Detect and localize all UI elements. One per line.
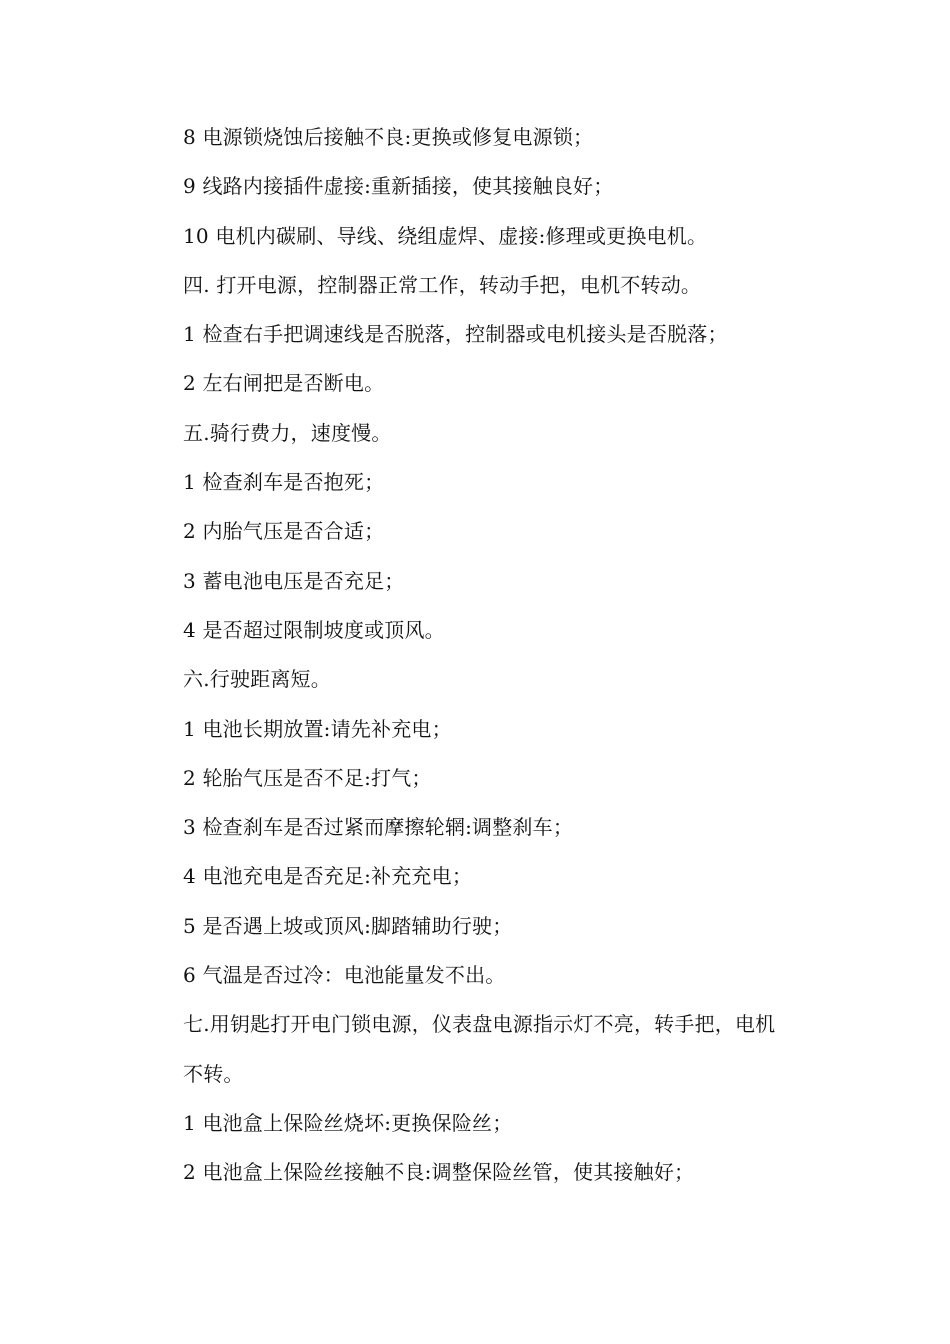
text-line: 3 检查刹车是否过紧而摩擦轮辋:调整刹车； [183, 815, 574, 840]
text-line: 9 线路内接插件虚接:重新插接，使其接触良好； [183, 174, 614, 199]
text-line: 4 是否超过限制坡度或顶风。 [183, 617, 445, 642]
text-line: 10 电机内碳刷、导线、绕组虚焊、虚接:修理或更换电机。 [183, 223, 708, 248]
section-heading-continuation: 不转。 [183, 1061, 244, 1086]
section-heading: 六.行驶距离短。 [183, 667, 331, 692]
text-line: 5 是否遇上坡或顶风:脚踏辅助行驶； [183, 913, 513, 938]
text-line: 1 电池盒上保险丝烧坏:更换保险丝； [183, 1110, 513, 1135]
section-heading: 七.用钥匙打开电门锁电源，仪表盘电源指示灯不亮，转手把，电机 [183, 1012, 776, 1037]
text-line: 2 内胎气压是否合适； [183, 519, 385, 544]
text-line: 1 检查刹车是否抱死； [183, 470, 385, 495]
text-line: 3 蓄电池电压是否充足； [183, 568, 405, 593]
text-line: 1 电池长期放置:请先补充电； [183, 716, 452, 741]
document-body [183, 118, 823, 1203]
text-line: 1 检查右手把调速线是否脱落，控制器或电机接头是否脱落； [183, 322, 728, 347]
section-heading: 四. 打开电源，控制器正常工作，转动手把，电机不转动。 [183, 272, 702, 297]
text-line: 2 左右闸把是否断电。 [183, 371, 385, 396]
text-line: 8 电源锁烧蚀后接触不良:更换或修复电源锁； [183, 125, 594, 149]
text-line: 2 电池盒上保险丝接触不良:调整保险丝管，使其接触好； [183, 1160, 695, 1185]
text-line: 4 电池充电是否充足:补充充电； [183, 864, 473, 889]
text-line: 6 气温是否过冷：电池能量发不出。 [183, 963, 506, 988]
section-heading: 五.骑行费力，速度慢。 [183, 420, 392, 445]
text-line: 2 轮胎气压是否不足:打气； [183, 765, 432, 790]
